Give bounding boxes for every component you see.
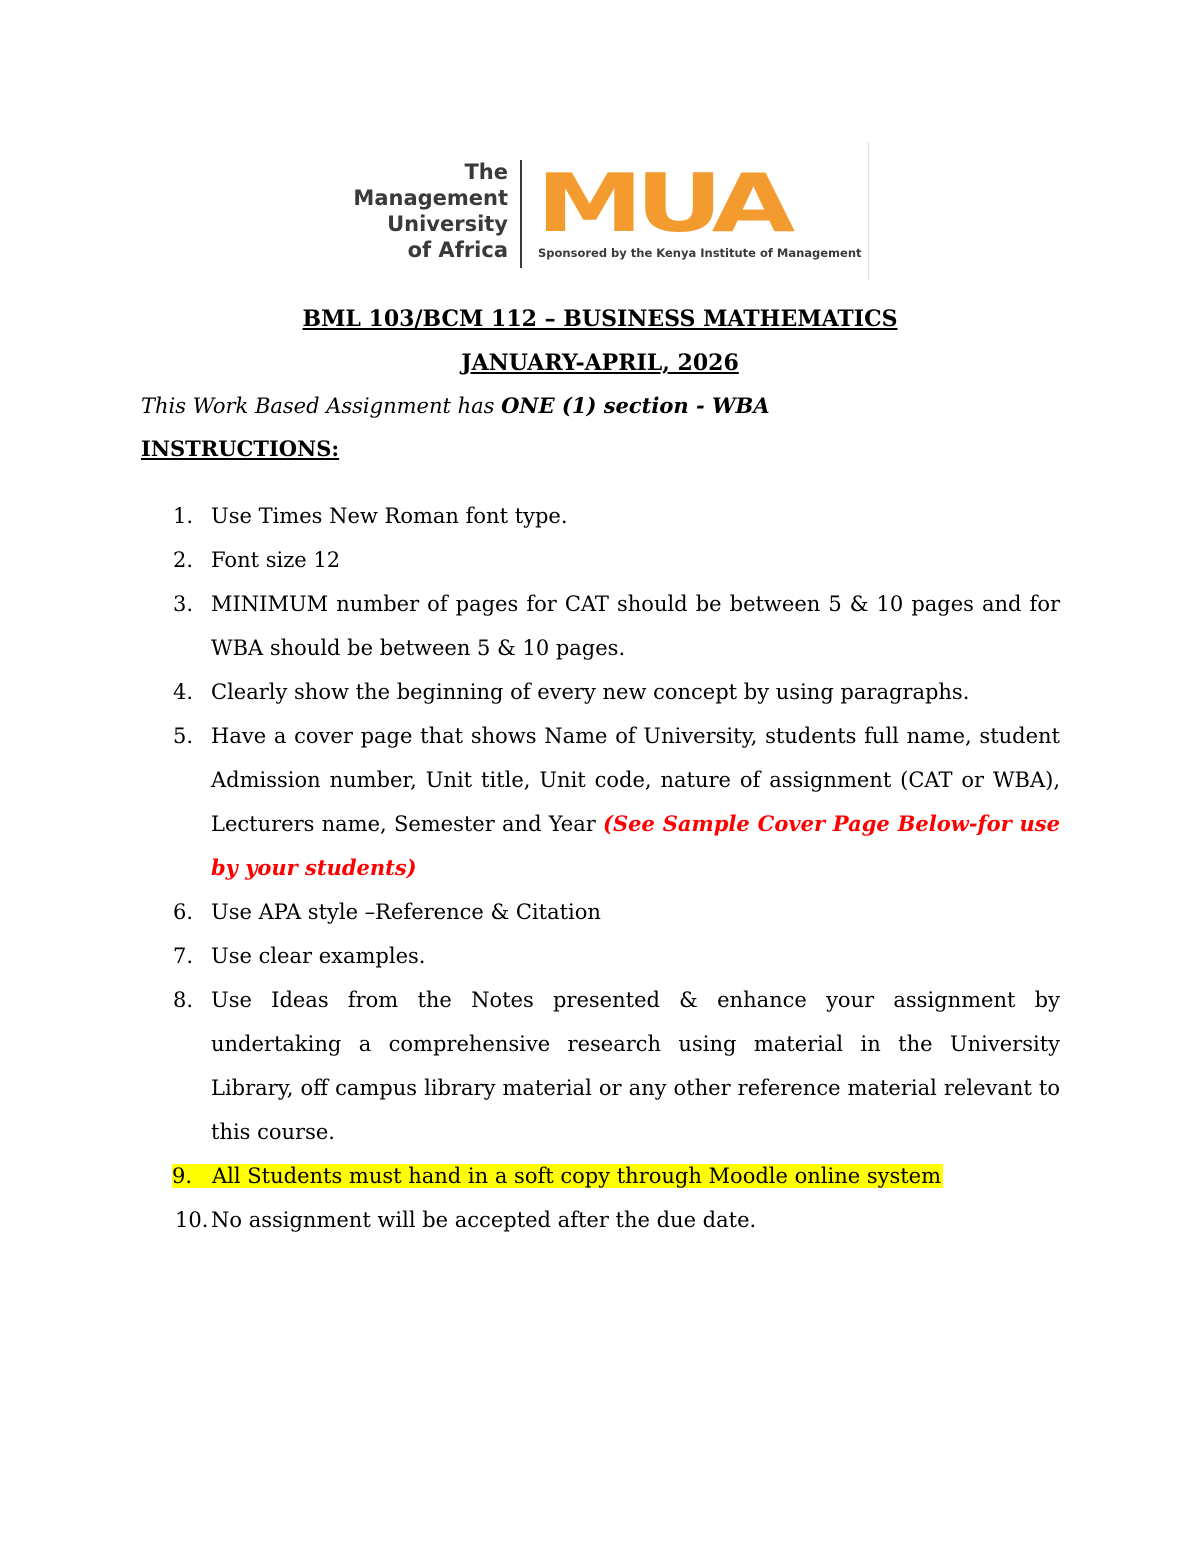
logo-tagline: Sponsored by the Kenya Institute of Management xyxy=(538,246,862,260)
item-text: All Students must hand in a soft copy through Moodle online system xyxy=(212,1164,942,1188)
item-number: 2. xyxy=(173,548,194,572)
item-text: No assignment will be accepted after the due date. xyxy=(211,1208,757,1232)
list-item xyxy=(140,934,1060,978)
item-number: 3. xyxy=(173,592,194,616)
logo-wordmark xyxy=(336,160,508,270)
item-number: 5. xyxy=(173,724,194,748)
item-number: 7. xyxy=(173,944,194,968)
list-item xyxy=(140,582,1060,670)
term-title: JANUARY-APRIL, 2026 xyxy=(461,350,739,376)
item-text: Use Times New Roman font type. xyxy=(211,504,568,528)
assignment-intro xyxy=(141,393,770,418)
list-item xyxy=(140,494,1060,538)
item-number: 6. xyxy=(173,900,194,924)
list-item xyxy=(140,714,1060,890)
logo-line: University xyxy=(387,212,508,236)
logo-divider xyxy=(520,160,522,268)
list-item xyxy=(140,670,1060,714)
intro-section: ONE (1) section - WBA xyxy=(501,393,770,418)
intro-text: This Work Based Assignment has xyxy=(141,394,502,418)
item-text: Have a cover page that shows Name of University, students full name, student Admission number, Unit title, Unit code, nature of assignment (CAT or WBA), Lecturers name, Semester and Year xyxy=(211,724,1060,836)
item-text: Clearly show the beginning of every new concept by using paragraphs. xyxy=(211,680,970,704)
logo-line: The xyxy=(464,160,508,184)
highlight xyxy=(172,1164,943,1188)
logo-mark: MUA xyxy=(536,157,788,250)
instructions-list xyxy=(140,494,1060,1242)
logo-line: Management xyxy=(353,186,508,210)
university-logo xyxy=(336,140,872,280)
item-number: 10. xyxy=(175,1208,209,1232)
item-text: Use Ideas from the Notes presented & enhance your assignment by undertaking a comprehensive research using material in the University Library, off campus library material or any other reference material relevant to this course. xyxy=(211,988,1060,1144)
item-text: Font size 12 xyxy=(211,548,341,572)
list-item-highlighted xyxy=(172,1154,1060,1198)
logo-border xyxy=(868,142,869,280)
logo-line: of Africa xyxy=(407,238,508,262)
instructions-heading: INSTRUCTIONS: xyxy=(141,436,340,461)
item-number: 9. xyxy=(172,1164,193,1188)
list-item xyxy=(140,538,1060,582)
list-item xyxy=(140,890,1060,934)
item-text: Use clear examples. xyxy=(211,944,426,968)
item-text: MINIMUM number of pages for CAT should be between 5 & 10 pages and for WBA should be between 5 & 10 pages. xyxy=(211,592,1060,660)
list-item xyxy=(140,1198,1060,1242)
item-number: 1. xyxy=(173,504,194,528)
course-title: BML 103/BCM 112 – BUSINESS MATHEMATICS xyxy=(302,306,898,332)
item-number: 4. xyxy=(173,680,194,704)
item-text: Use APA style –Reference & Citation xyxy=(211,900,601,924)
item-number: 8. xyxy=(173,988,194,1012)
list-item xyxy=(140,978,1060,1154)
cover-page-note: (See Sample Cover Page Below-for use by your students) xyxy=(211,811,1060,880)
